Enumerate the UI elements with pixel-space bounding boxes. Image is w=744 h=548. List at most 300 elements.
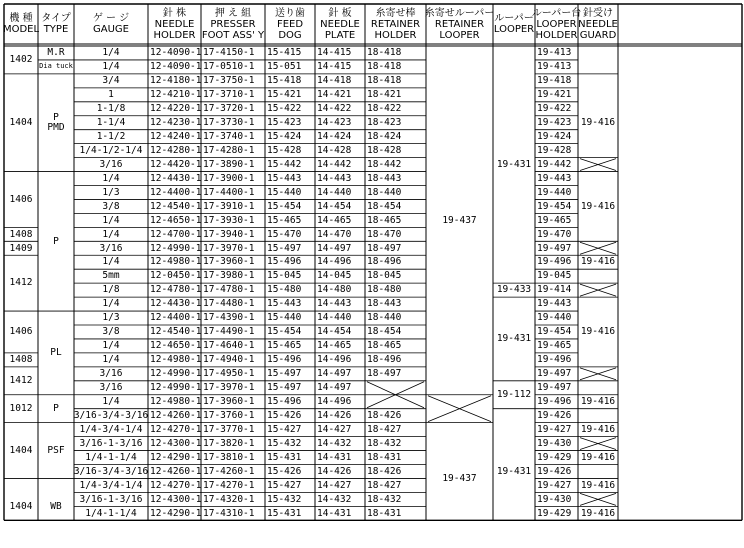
row-needle-holder: 12-4240-1	[150, 130, 202, 142]
row-retainer-holder: 18-427	[367, 479, 402, 491]
row-retainer-holder: 18-443	[367, 172, 402, 184]
row-gauge: 3/16	[99, 242, 123, 254]
retainer-looper: 19-437	[442, 472, 477, 484]
looper-holder: 19-423	[537, 116, 572, 128]
row-presser-foot: 17-4320-1	[203, 493, 255, 505]
needle-guard: 19-416	[580, 507, 616, 519]
row-needle-holder: 12-4540-1	[150, 326, 202, 338]
row-feed-dog: 15-427	[267, 479, 302, 491]
row-retainer-holder: 18-496	[367, 256, 402, 268]
row-presser-foot: 17-3980-1	[203, 270, 255, 282]
needle-guard: 19-416	[580, 451, 616, 463]
type-label	[38, 478, 74, 534]
row-gauge: 1/4	[102, 395, 120, 407]
row-gauge: 1/4	[102, 298, 120, 310]
row-needle-plate: 14-432	[317, 437, 352, 449]
row-needle-holder: 12-4990-1	[150, 382, 202, 394]
header-en: LOOPER	[493, 24, 535, 35]
looper-holder: 19-443	[537, 172, 572, 184]
row-feed-dog: 15-442	[267, 158, 302, 170]
row-needle-plate: 14-422	[317, 103, 352, 115]
type-label	[38, 172, 74, 312]
row-needle-holder: 12-4090-1	[150, 47, 202, 59]
row-retainer-holder: 18-440	[367, 186, 402, 198]
looper: 19-433	[496, 284, 532, 296]
row-presser-foot: 17-3900-1	[203, 172, 255, 184]
column-header	[493, 4, 535, 44]
looper-holder: 19-430	[537, 437, 572, 449]
row-needle-plate: 14-431	[317, 507, 352, 519]
row-retainer-holder: 18-422	[367, 103, 402, 115]
header-jp: 針 株	[162, 7, 187, 19]
looper-holder: 19-470	[537, 228, 572, 240]
row-feed-dog: 15-496	[267, 256, 302, 268]
column-header	[365, 4, 426, 44]
row-retainer-holder: 18-418	[367, 47, 402, 59]
header-en: HOLDER	[374, 29, 417, 41]
row-retainer-holder: 18-423	[367, 116, 402, 128]
row-gauge: 1/3	[102, 312, 120, 324]
model-label: 1412	[9, 277, 33, 289]
header-jp: 押 え 組	[214, 7, 252, 19]
header-en: HOLDER	[153, 29, 196, 41]
row-presser-foot: 17-4480-1	[203, 298, 255, 310]
header-en: GAUGE	[93, 24, 129, 35]
row-needle-holder: 12-4980-1	[150, 256, 202, 268]
type-label: Dia tuck	[39, 62, 73, 71]
row-needle-plate: 14-497	[317, 242, 352, 254]
row-needle-plate: 14-440	[317, 312, 352, 324]
type-label: P	[53, 235, 59, 247]
row-needle-holder: 12-4400-1	[150, 312, 202, 324]
row-needle-holder: 12-4430-1	[150, 172, 202, 184]
header-en: TYPE	[43, 24, 69, 35]
row-needle-plate: 14-480	[317, 284, 352, 296]
row-gauge: 3/16-3/4-3/16	[73, 465, 149, 477]
row-gauge: 3/16-1-3/16	[79, 493, 143, 505]
row-retainer-holder: 18-431	[367, 451, 402, 463]
row-needle-holder: 12-4290-1	[150, 451, 202, 463]
row-feed-dog: 15-423	[267, 116, 302, 128]
row-retainer-holder: 18-497	[367, 368, 402, 380]
row-retainer-holder: 18-432	[367, 493, 402, 505]
column-header	[4, 4, 38, 44]
row-needle-holder: 12-0450-1	[150, 270, 202, 282]
row-needle-plate: 14-428	[317, 144, 352, 156]
row-gauge: 3/16-3/4-3/16	[73, 409, 149, 421]
header-jp: 機 種	[9, 13, 33, 24]
row-presser-foot: 17-3970-1	[203, 242, 255, 254]
row-presser-foot: 17-3970-1	[203, 382, 255, 394]
type-label	[38, 60, 74, 74]
column-header	[148, 4, 201, 44]
model-label: 1404	[9, 116, 33, 128]
type-label	[38, 423, 74, 479]
row-needle-holder: 12-4990-1	[150, 242, 202, 254]
row-gauge: 1-1/4	[96, 116, 126, 128]
model-label: 1012	[9, 402, 33, 414]
row-feed-dog: 15-415	[267, 47, 302, 59]
row-presser-foot: 17-3890-1	[203, 158, 255, 170]
looper-holder: 19-454	[537, 200, 572, 212]
header-en: NEEDLE	[578, 18, 618, 30]
looper-holder: 19-428	[537, 144, 572, 156]
looper-holder: 19-443	[537, 298, 572, 310]
looper-holder: 19-497	[537, 242, 572, 254]
row-feed-dog: 15-465	[267, 214, 302, 226]
needle-guard: 19-416	[580, 200, 616, 212]
row-retainer-holder: 18-497	[367, 242, 402, 254]
type-label: P	[53, 402, 59, 414]
row-presser-foot: 17-4780-1	[203, 284, 255, 296]
row-presser-foot: 17-0510-1	[203, 61, 255, 73]
model-label: 1404	[9, 500, 33, 512]
header-jp: ルーパー台	[531, 7, 582, 19]
row-presser-foot: 17-3710-1	[203, 89, 255, 101]
row-needle-plate: 14-424	[317, 130, 352, 142]
row-feed-dog: 15-480	[267, 284, 302, 296]
row-feed-dog: 15-431	[267, 451, 302, 463]
row-needle-plate: 14-431	[317, 451, 352, 463]
row-presser-foot: 17-3730-1	[203, 116, 255, 128]
row-needle-plate: 14-440	[317, 186, 352, 198]
row-gauge: 1/4-3/4-1/4	[79, 423, 143, 435]
header-en: LOOPER	[439, 29, 480, 41]
row-feed-dog: 15-424	[267, 130, 302, 142]
row-needle-plate: 14-432	[317, 493, 352, 505]
header-en: PRESSER	[210, 18, 256, 30]
row-needle-plate: 14-465	[317, 340, 352, 352]
row-gauge: 3/16	[99, 368, 123, 380]
row-gauge: 1/4	[102, 47, 120, 59]
row-needle-plate: 14-496	[317, 256, 352, 268]
row-needle-holder: 12-4420-1	[150, 158, 202, 170]
looper-holder: 19-430	[537, 493, 572, 505]
looper-holder: 19-429	[537, 507, 572, 519]
row-gauge: 1/4	[102, 354, 120, 366]
row-gauge: 1/4-3/4-1/4	[79, 479, 143, 491]
row-needle-plate: 14-497	[317, 382, 352, 394]
looper-holder: 19-424	[537, 130, 572, 142]
row-gauge: 3/16-1-3/16	[79, 437, 143, 449]
row-retainer-holder: 18-426	[367, 465, 402, 477]
looper-holder: 19-426	[537, 409, 572, 421]
header-en: PLATE	[324, 29, 356, 41]
row-gauge: 1/4	[102, 61, 120, 73]
row-gauge: 3/16	[99, 158, 123, 170]
model-label: 1408	[9, 354, 33, 366]
row-needle-plate: 14-427	[317, 479, 352, 491]
row-feed-dog: 15-421	[267, 89, 302, 101]
row-retainer-holder: 18-418	[367, 61, 402, 73]
row-retainer-holder: 18-470	[367, 228, 402, 240]
row-presser-foot: 17-4150-1	[203, 47, 255, 59]
row-gauge: 1/3	[102, 186, 120, 198]
looper-holder: 19-422	[537, 103, 572, 115]
row-needle-plate: 14-496	[317, 395, 352, 407]
row-feed-dog: 15-426	[267, 409, 302, 421]
looper: 19-431	[496, 158, 532, 170]
column-header	[201, 4, 265, 44]
row-presser-foot: 17-3820-1	[203, 437, 255, 449]
row-presser-foot: 17-3720-1	[203, 103, 255, 115]
looper-holder: 19-413	[537, 61, 572, 73]
looper-holder: 19-454	[537, 326, 572, 338]
row-feed-dog: 15-470	[267, 228, 302, 240]
row-feed-dog: 15-497	[267, 382, 302, 394]
row-gauge: 3/8	[102, 200, 120, 212]
type-label: M.R	[47, 47, 65, 59]
header-en: HOLDER	[535, 29, 578, 41]
row-gauge: 1/8	[102, 284, 120, 296]
row-needle-plate: 14-454	[317, 326, 352, 338]
looper-holder: 19-465	[537, 214, 572, 226]
row-presser-foot: 17-4490-1	[203, 326, 255, 338]
row-retainer-holder: 18-443	[367, 298, 402, 310]
row-feed-dog: 15-497	[267, 242, 302, 254]
type-label	[38, 311, 74, 395]
row-needle-holder: 12-4980-1	[150, 395, 202, 407]
row-presser-foot: 17-3910-1	[203, 200, 255, 212]
looper-holder: 19-413	[537, 47, 572, 59]
row-presser-foot: 17-3960-1	[203, 256, 255, 268]
looper: 19-112	[496, 388, 532, 400]
header-en: LOOPER	[536, 18, 577, 30]
row-needle-holder: 12-4220-1	[150, 103, 202, 115]
model-label: 1404	[9, 444, 33, 456]
row-gauge: 1	[108, 89, 114, 101]
needle-guard: 19-416	[580, 423, 616, 435]
looper-holder: 19-496	[537, 354, 572, 366]
row-needle-plate: 14-427	[317, 423, 352, 435]
row-needle-holder: 12-4980-1	[150, 354, 202, 366]
row-presser-foot: 17-3760-1	[203, 409, 255, 421]
row-presser-foot: 17-4310-1	[203, 507, 255, 519]
row-needle-holder: 12-4180-1	[150, 75, 202, 87]
type-label: PSF	[47, 444, 65, 456]
row-presser-foot: 17-4950-1	[203, 368, 255, 380]
row-feed-dog: 15-428	[267, 144, 302, 156]
type-label: PL	[50, 347, 62, 359]
column-header	[578, 4, 618, 44]
row-needle-holder: 12-4780-1	[150, 284, 202, 296]
row-needle-holder: 12-4540-1	[150, 200, 202, 212]
row-needle-plate: 14-454	[317, 200, 352, 212]
row-gauge: 1/4	[102, 172, 120, 184]
row-presser-foot: 17-3810-1	[203, 451, 255, 463]
model-label: 1406	[9, 326, 33, 338]
row-gauge: 1/4	[102, 256, 120, 268]
row-needle-holder: 12-4400-1	[150, 186, 202, 198]
header-en: RETAINER	[434, 18, 485, 30]
row-retainer-holder: 18-426	[367, 409, 402, 421]
row-gauge: 1/4-1-1/4	[85, 451, 137, 463]
type-label	[38, 395, 74, 423]
row-gauge: 1-1/8	[96, 103, 126, 115]
row-needle-plate: 14-470	[317, 228, 352, 240]
row-presser-foot: 17-3940-1	[203, 228, 255, 240]
row-retainer-holder: 18-496	[367, 354, 402, 366]
row-feed-dog: 15-427	[267, 423, 302, 435]
row-feed-dog: 15-454	[267, 200, 302, 212]
header-en: MODEL	[2, 24, 40, 35]
row-feed-dog: 15-443	[267, 172, 302, 184]
looper-holder: 19-426	[537, 465, 572, 477]
header-en: NEEDLE	[320, 18, 360, 30]
row-gauge: 1/4	[102, 214, 120, 226]
header-en: FEED	[276, 18, 304, 30]
row-gauge: 1/4	[102, 228, 120, 240]
column-header	[74, 4, 148, 44]
row-presser-foot: 17-4270-1	[203, 479, 255, 491]
row-needle-holder: 12-4090-1	[150, 61, 202, 73]
type-label: WB	[50, 500, 62, 512]
row-feed-dog: 15-422	[267, 103, 302, 115]
row-feed-dog: 15-045	[267, 270, 302, 282]
row-presser-foot: 17-4640-1	[203, 340, 255, 352]
looper-holder: 19-414	[537, 284, 572, 296]
row-needle-holder: 12-4650-1	[150, 340, 202, 352]
row-feed-dog: 15-496	[267, 395, 302, 407]
needle-guard: 19-416	[580, 116, 616, 128]
row-feed-dog: 15-465	[267, 340, 302, 352]
row-needle-plate: 14-423	[317, 116, 352, 128]
row-gauge: 1/4	[102, 340, 120, 352]
needle-guard: 19-416	[580, 326, 616, 338]
looper-holder: 19-496	[537, 256, 572, 268]
row-gauge: 1-1/2	[96, 130, 126, 142]
header-jp: タイプ	[41, 13, 71, 24]
row-retainer-holder: 18-480	[367, 284, 402, 296]
model-label: 1409	[9, 242, 33, 254]
row-needle-plate: 14-442	[317, 158, 352, 170]
row-needle-plate: 14-045	[317, 270, 352, 282]
row-feed-dog: 15-432	[267, 437, 302, 449]
looper-holder: 19-497	[537, 382, 572, 394]
row-needle-holder: 12-4210-1	[150, 89, 202, 101]
row-feed-dog: 15-454	[267, 326, 302, 338]
header-en: FOOT ASS' Y	[201, 29, 265, 41]
needle-guard: 19-416	[580, 479, 616, 491]
row-needle-holder: 12-4650-1	[150, 214, 202, 226]
header-en: NEEDLE	[154, 18, 195, 30]
looper-holder: 19-429	[537, 451, 572, 463]
row-feed-dog: 15-443	[267, 298, 302, 310]
row-needle-holder: 12-4230-1	[150, 116, 202, 128]
row-feed-dog: 15-497	[267, 368, 302, 380]
row-needle-plate: 14-443	[317, 298, 352, 310]
row-feed-dog: 15-418	[267, 75, 302, 87]
row-retainer-holder: 18-045	[367, 270, 402, 282]
type-label-2: PMD	[47, 121, 65, 133]
row-needle-holder: 12-4990-1	[150, 368, 202, 380]
row-gauge: 3/16	[99, 382, 123, 394]
header-jp: 送り歯	[275, 7, 305, 19]
row-retainer-holder: 18-421	[367, 89, 402, 101]
row-feed-dog: 15-440	[267, 312, 302, 324]
row-presser-foot: 17-3930-1	[203, 214, 255, 226]
row-retainer-holder: 18-427	[367, 423, 402, 435]
row-gauge: 3/4	[102, 75, 120, 87]
row-needle-holder: 12-4270-1	[150, 423, 202, 435]
row-needle-holder: 12-4300-1	[150, 493, 202, 505]
row-presser-foot: 17-4400-1	[203, 186, 255, 198]
row-needle-plate: 14-443	[317, 172, 352, 184]
row-presser-foot: 17-4390-1	[203, 312, 255, 324]
row-retainer-holder: 18-454	[367, 200, 402, 212]
row-needle-holder: 12-4260-1	[150, 465, 202, 477]
row-needle-holder: 12-4430-1	[150, 298, 202, 310]
column-header	[265, 4, 315, 44]
looper: 19-431	[496, 333, 532, 345]
row-gauge: 1/4-1-1/4	[85, 507, 137, 519]
header-en: RETAINER	[370, 18, 421, 30]
row-retainer-holder: 18-465	[367, 340, 402, 352]
row-retainer-holder: 18-431	[367, 507, 402, 519]
looper-holder: 19-440	[537, 312, 572, 324]
column-header	[426, 4, 493, 44]
row-needle-plate: 14-426	[317, 409, 352, 421]
row-retainer-holder: 18-440	[367, 312, 402, 324]
header-jp: 針受け	[583, 7, 613, 19]
row-gauge: 5mm	[102, 270, 120, 282]
row-needle-plate: 14-418	[317, 75, 352, 87]
header-jp: 針 板	[328, 7, 352, 19]
row-needle-holder: 12-4270-1	[150, 479, 202, 491]
row-presser-foot: 17-3740-1	[203, 130, 255, 142]
retainer-looper: 19-437	[442, 214, 477, 226]
row-retainer-holder: 18-442	[367, 158, 402, 170]
row-presser-foot: 17-4280-1	[203, 144, 255, 156]
row-retainer-holder: 18-465	[367, 214, 402, 226]
model-label: 1406	[9, 193, 33, 205]
header-en: DOG	[278, 29, 302, 41]
row-needle-holder: 12-4280-1	[150, 144, 202, 156]
looper-holder: 19-421	[537, 89, 572, 101]
row-retainer-holder: 18-432	[367, 437, 402, 449]
row-presser-foot: 17-3960-1	[203, 395, 255, 407]
row-needle-holder: 12-4290-1	[150, 507, 202, 519]
row-presser-foot: 17-4940-1	[203, 354, 255, 366]
looper-holder: 19-418	[537, 75, 572, 87]
model-label: 1402	[9, 54, 33, 66]
model-label: 1408	[9, 228, 33, 240]
row-needle-holder: 12-4300-1	[150, 437, 202, 449]
row-needle-holder: 12-4700-1	[150, 228, 202, 240]
header-jp: ルーパー	[494, 13, 534, 24]
row-needle-plate: 14-496	[317, 354, 352, 366]
row-retainer-holder: 18-424	[367, 130, 402, 142]
row-feed-dog: 15-426	[267, 465, 302, 477]
row-needle-plate: 14-415	[317, 61, 352, 73]
header-jp: ゲ ー ジ	[92, 13, 130, 24]
row-feed-dog: 15-440	[267, 186, 302, 198]
row-needle-plate: 14-421	[317, 89, 352, 101]
looper-holder: 19-440	[537, 186, 572, 198]
type-label	[38, 46, 74, 60]
row-retainer-holder: 18-428	[367, 144, 402, 156]
header-jp: 糸寄せ棒	[375, 7, 416, 19]
looper-holder: 19-496	[537, 395, 572, 407]
header-en: GUARD	[579, 29, 617, 41]
looper-holder: 19-045	[537, 270, 572, 282]
row-needle-plate: 14-465	[317, 214, 352, 226]
row-presser-foot: 17-4260-1	[203, 465, 255, 477]
row-retainer-holder: 18-454	[367, 326, 402, 338]
row-needle-plate: 14-426	[317, 465, 352, 477]
row-feed-dog: 15-432	[267, 493, 302, 505]
type-label	[38, 74, 74, 172]
